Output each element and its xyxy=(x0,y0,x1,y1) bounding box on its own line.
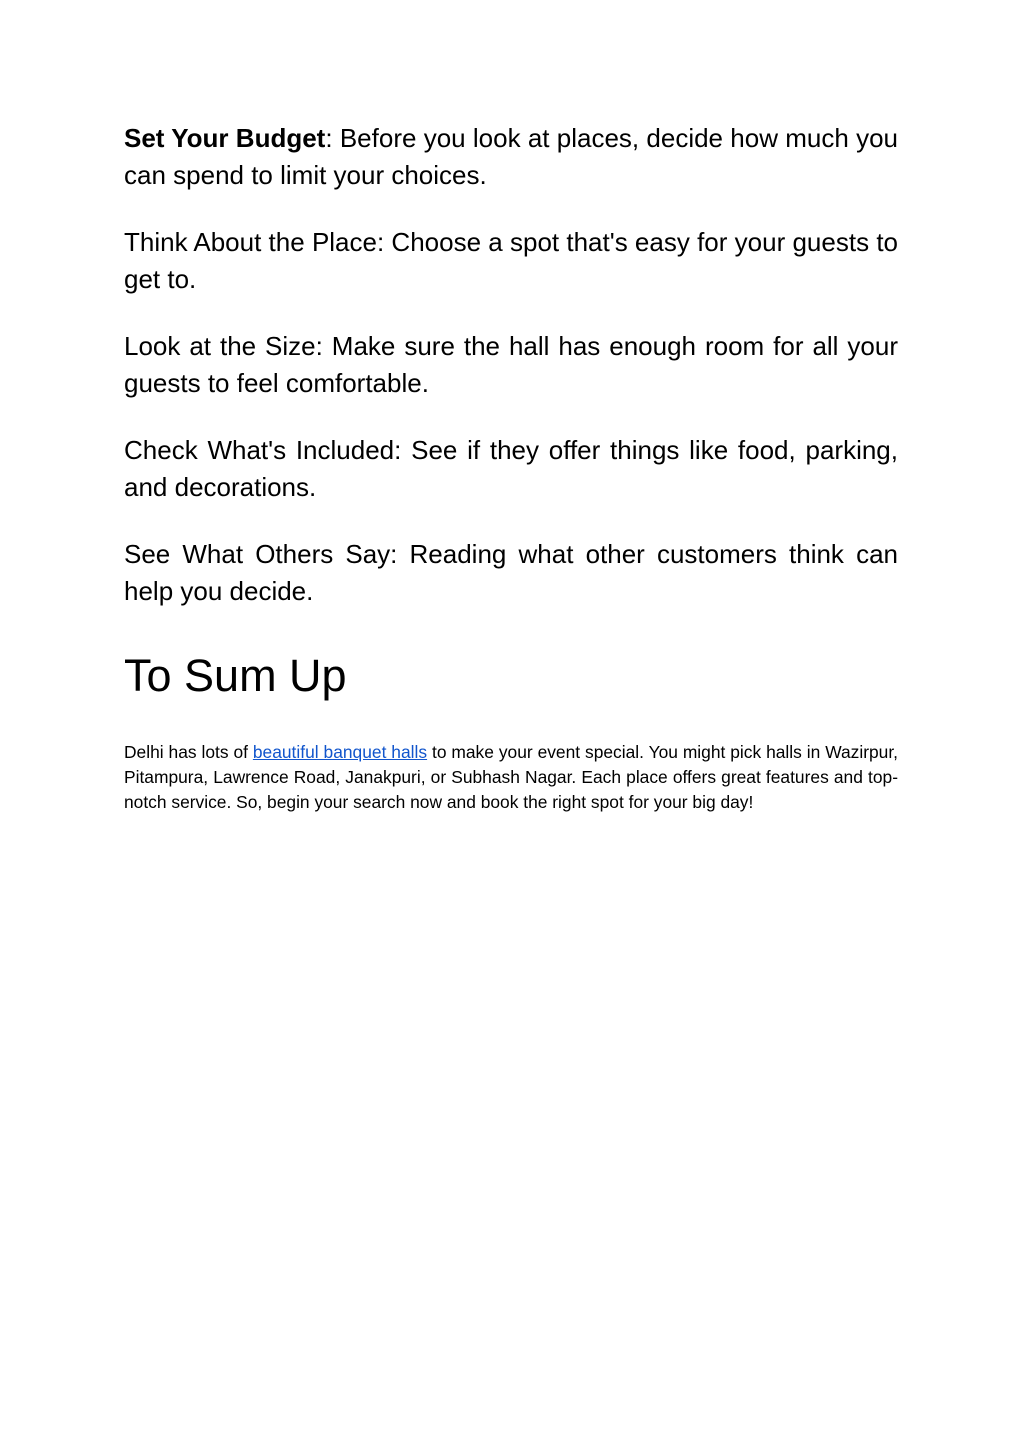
tip-budget-separator: : xyxy=(325,123,340,153)
section-heading: To Sum Up xyxy=(124,650,347,701)
summary-paragraph xyxy=(124,740,898,815)
summary-text-before-link: Delhi has lots of xyxy=(124,742,253,762)
document-page xyxy=(124,120,898,815)
tip-reviews: See What Others Say: Reading what other customers think can help you decide. xyxy=(124,539,898,606)
banquet-halls-link[interactable]: beautiful banquet halls xyxy=(252,742,428,762)
tip-included: Check What's Included: See if they offer things like food, parking, and decorations. xyxy=(124,435,898,502)
tip-size: Look at the Size: Make sure the hall has enough room for all your guests to feel comfortable. xyxy=(124,331,898,398)
summary-text-after-link: to make your event special. You might pick halls in Wazirpur, Pitampura, Lawrence Road, Janakpuri, or Subhash Nagar. Each place offers great features and top-notch service. So, begin your search now and book the right spot for your big day! xyxy=(124,742,899,812)
tip-place: Think About the Place: Choose a spot that's easy for your guests to get to. xyxy=(124,227,898,294)
tip-budget-title: Set Your Budget xyxy=(124,123,326,153)
tip-budget xyxy=(124,120,898,194)
tip-budget-text: Before you look at places, decide how much you can spend to limit your choices. xyxy=(124,123,898,190)
